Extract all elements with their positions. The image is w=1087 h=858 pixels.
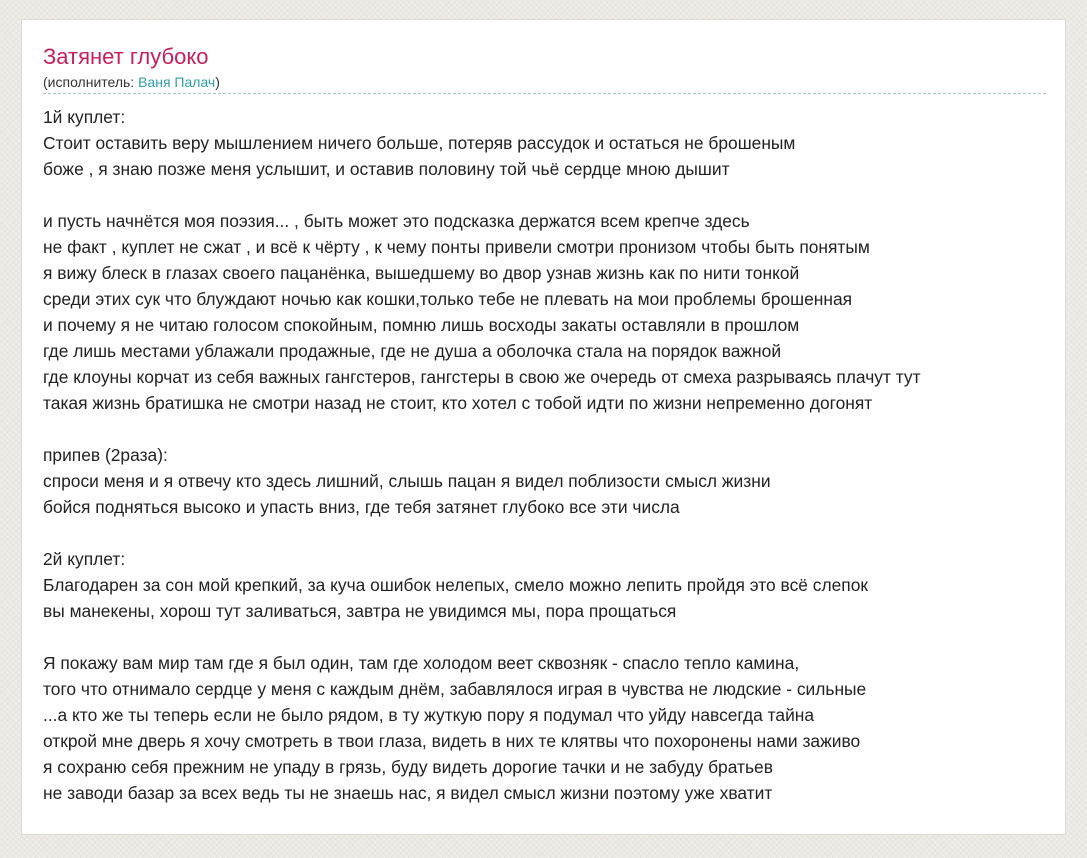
title-divider — [43, 93, 1046, 94]
lyric-line: Стоит оставить веру мышлением ничего больше, потеряв рассудок и остаться не брошеным — [43, 133, 796, 153]
lyric-line: где клоуны корчат из себя важных гангстеров, гангстеры в свою же очередь от смеха разрываясь плачут тут — [43, 367, 921, 387]
lyric-line: того что отнимало сердце у меня с каждым днём, забавлялося играя в чувства не людские - сильные — [43, 679, 867, 699]
lyric-line: 1й куплет: — [43, 107, 126, 127]
lyric-line: Благодарен за сон мой крепкий, за куча ошибок нелепых, смело можно лепить пройдя это всё слепок — [43, 575, 869, 595]
lyric-line: не заводи базар за всех ведь ты не знаешь нас, я видел смысл жизни поэтому уже хватит — [43, 783, 773, 803]
lyric-line: 2й куплет: — [43, 549, 126, 569]
artist-link[interactable]: Ваня Палач — [138, 74, 216, 90]
artist-line — [43, 73, 220, 91]
lyrics-card — [21, 19, 1066, 835]
artist-prefix: (исполнитель: — [43, 74, 139, 90]
lyrics-body — [43, 104, 1066, 806]
lyric-line: ...а кто же ты теперь если не было рядом, в ту жуткую пору я подумал что уйду навсегда тайна — [43, 705, 815, 725]
lyric-line: я вижу блеск в глазах своего пацанёнка, вышедшему во двор узнав жизнь как по нити тонкой — [43, 263, 800, 283]
artist-suffix: ) — [215, 74, 220, 90]
lyric-line — [43, 182, 1066, 208]
lyric-line: боже , я знаю позже меня услышит, и оставив половину той чьё сердце мною дышит — [43, 159, 730, 179]
lyric-line — [43, 520, 1066, 546]
lyric-line: среди этих сук что блуждают ночью как кошки,только тебе не плевать на мои проблемы брошенная — [43, 289, 853, 309]
song-title: Затянет глубоко — [43, 44, 209, 69]
lyric-line: Я покажу вам мир там где я был один, там где холодом веет сквозняк - спасло тепло камина, — [43, 653, 800, 673]
lyric-line: спроси меня и я отвечу кто здесь лишний, слышь пацан я видел поблизости смысл жизни — [43, 471, 771, 491]
lyric-line: припев (2раза): — [43, 445, 168, 465]
lyric-line — [43, 624, 1066, 650]
lyric-line — [43, 416, 1066, 442]
lyric-line: вы манекены, хорош тут заливаться, завтра не увидимся мы, пора прощаться — [43, 601, 677, 621]
lyric-line: и пусть начнётся моя поэзия... , быть может это подсказка держатся всем крепче здесь — [43, 211, 750, 231]
lyric-line: я сохраню себя прежним не упаду в грязь, буду видеть дорогие тачки и не забуду братьев — [43, 757, 773, 777]
lyric-line: не факт , куплет не сжат , и всё к чёрту , к чему понты привели смотри пронизом чтобы быть понятым — [43, 237, 870, 257]
lyric-line: бойся подняться высоко и упасть вниз, где тебя затянет глубоко все эти числа — [43, 497, 680, 517]
lyric-line: открой мне дверь я хочу смотреть в твои глаза, видеть в них те клятвы что похоронены нами заживо — [43, 731, 861, 751]
lyric-line: и почему я не читаю голосом спокойным, помню лишь восходы закаты оставляли в прошлом — [43, 315, 800, 335]
lyric-line: где лишь местами ублажали продажные, где не душа а оболочка стала на порядок важной — [43, 341, 782, 361]
lyric-line: такая жизнь братишка не смотри назад не стоит, кто хотел с тобой идти по жизни непременно догонят — [43, 393, 873, 413]
